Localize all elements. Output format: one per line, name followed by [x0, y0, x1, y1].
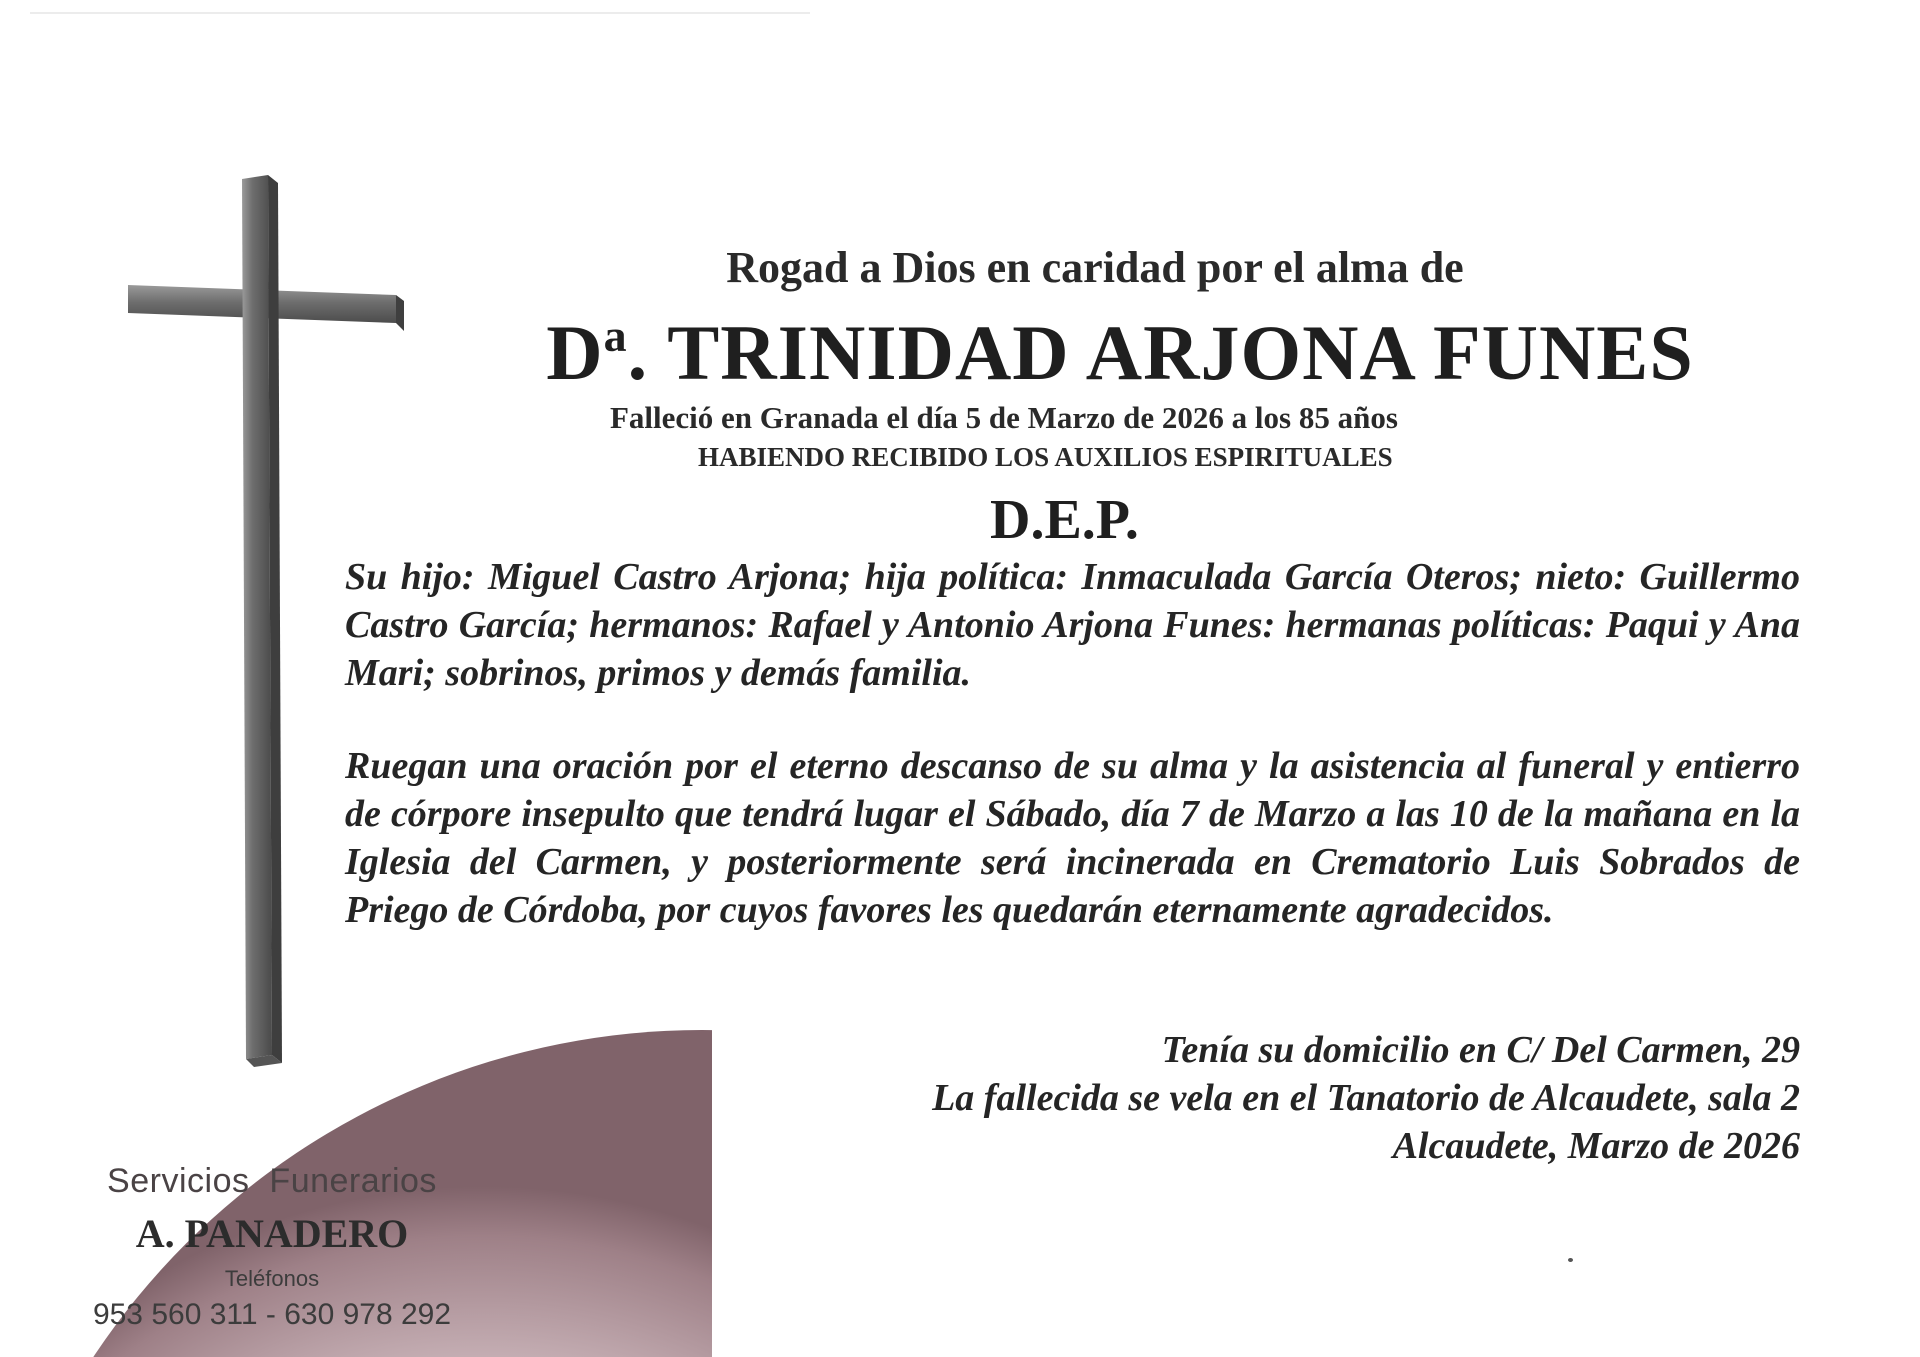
notice-intro: Rogad a Dios en caridad por el alma de: [726, 243, 1464, 292]
scan-speck: [1568, 1258, 1573, 1262]
family-paragraph: Su hijo: Miguel Castro Arjona; hija política: Inmaculada García Oteros; nieto: Guillermo Castro García; hermanos: Rafael y Antonio Arjona Funes: hermanas políticas: Paqui y Ana Mari; sobrinos, primos y demás familia.: [345, 556, 1800, 694]
funeral-home-name: A. PANADERO: [135, 1211, 409, 1256]
name-prefix: D: [546, 309, 604, 396]
death-details: Falleció en Granada el día 5 de Marzo de 2026 a los 85 años: [610, 400, 1398, 435]
funeral-home-phones: 953 560 311 - 630 978 292: [92, 1298, 452, 1331]
place-and-date: Alcaudete, Marzo de 2026: [1392, 1125, 1800, 1167]
prayer-paragraph: Ruegan una oración por el eterno descanso de su alma y la asistencia al funeral y entierro de córpore insepulto que tendrá lugar el Sábado, día 7 de Marzo a las 10 de la mañana en la Iglesia del Carmen, y posteriormente será incinerada en Crematorio Luis Sobrados de Priego de Córdoba, por cuyos favores les quedarán eternamente agradecidos.: [345, 745, 1800, 931]
deceased-name: [470, 308, 1770, 398]
last-rites: HABIENDO RECIBIDO LOS AUXILIOS ESPIRITUALES: [698, 442, 1393, 472]
funeral-home-services: Servicios Funerarios: [107, 1162, 437, 1200]
top-rule: [30, 12, 810, 14]
funeral-home-phones-label: Teléfonos: [224, 1266, 320, 1291]
wake-location: La fallecida se vela en el Tanatorio de Alcaudete, sala 2: [932, 1077, 1800, 1119]
dep-heading: D.E.P.: [990, 489, 1139, 551]
name-main: . TRINIDAD ARJONA FUNES: [627, 309, 1694, 396]
name-ordinal: a: [603, 310, 628, 361]
home-address: Tenía su domicilio en C/ Del Carmen, 29: [1161, 1029, 1800, 1071]
